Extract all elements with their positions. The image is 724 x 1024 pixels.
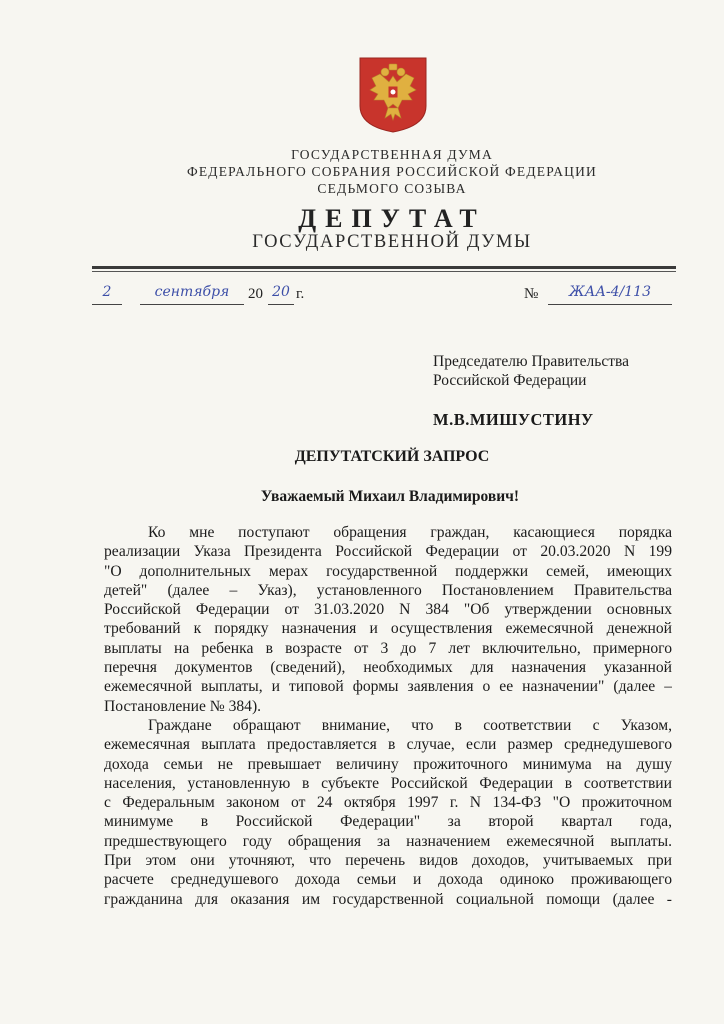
addressee-line-1: Председателю Правительства — [433, 353, 629, 370]
body-line: требований к порядку назначения и осуществления ежемесячной денежной — [104, 620, 672, 638]
body-line: Постановление № 384). — [104, 697, 262, 715]
date-month-field — [140, 284, 244, 305]
document-title: ДЕПУТАТСКИЙ ЗАПРОС — [294, 448, 490, 465]
header-divider-thick — [92, 266, 676, 269]
date-day-field — [92, 284, 122, 305]
date-year-value: 20 — [272, 284, 290, 300]
body-line: При этом они уточняют, что перечень видов доходов, учитываемых при — [104, 852, 672, 870]
body-line: Российской Федерации от 31.03.2020 N 384 "Об утверждении основных — [104, 601, 672, 619]
body-line: Ко мне поступают обращения граждан, касающиеся порядка — [148, 524, 672, 541]
body-line: гражданина для оказания им государственной социальной помощи (далее - — [104, 890, 672, 908]
body-line: с Федеральным законом от 24 октября 1997 г. N 134-ФЗ "О прожиточном — [104, 794, 672, 812]
body-line: выплаты на ребенка в возрасте от 3 до 7 лет включительно, примерного — [104, 639, 672, 657]
body-line: детей" (далее – Указ), установленного Постановлением Правительства — [104, 581, 672, 599]
date-year-field — [268, 284, 294, 305]
date-year-prefix: 20 — [248, 286, 263, 302]
body-line: предшествующего году обращения за назначением ежемесячной выплаты. — [104, 832, 672, 850]
body-line: перечня документов (сведений), необходимых для назначения указанной — [104, 659, 672, 677]
russian-coat-of-arms-icon — [358, 56, 428, 134]
body-line: ежемесячной выплаты, и типовой формы заявления о ее назначении" (далее – — [104, 678, 672, 696]
body-line: реализации Указа Президента Российской Федерации от 20.03.2020 N 199 — [104, 543, 672, 561]
body-line: расчете среднедушевого дохода семьи и дохода одиноко проживающего — [104, 871, 672, 889]
addressee-name: М.В.МИШУСТИНУ — [433, 410, 594, 429]
date-year-suffix: г. — [296, 286, 305, 302]
body-line: дохода семьи не превышает величину прожиточного минимума на душу — [104, 755, 672, 773]
date-month-value: сентября — [154, 284, 230, 300]
letter-body — [104, 523, 672, 909]
body-line: Граждане обращают внимание, что в соответствии с Указом, — [148, 716, 672, 734]
org-name-line-2: ФЕДЕРАЛЬНОГО СОБРАНИЯ РОССИЙСКОЙ ФЕДЕРАЦИИ — [187, 164, 597, 179]
letterhead-subtitle: ГОСУДАРСТВЕННОЙ ДУМЫ — [252, 232, 532, 252]
addressee-block — [433, 352, 629, 390]
letterhead-title: ДЕПУТАТ — [298, 204, 486, 233]
org-name-line-3: СЕДЬМОГО СОЗЫВА — [317, 181, 467, 196]
body-line: минимуме в Российской Федерации" за второй квартал года, — [104, 813, 672, 831]
body-line: ежемесячная выплата предоставляется в случае, если размер среднедушевого — [104, 736, 672, 754]
greeting: Уважаемый Михаил Владимирович! — [260, 488, 520, 505]
document-number-field — [548, 284, 672, 305]
header-divider-thin — [92, 271, 676, 272]
body-line: населения, установленную в субъекте Российской Федерации в соответствии — [104, 774, 672, 792]
body-line: "О дополнительных мерах государственной поддержки семей, имеющих — [104, 562, 672, 580]
org-name-line-1: ГОСУДАРСТВЕННАЯ ДУМА — [291, 147, 493, 162]
document-number-label: № — [524, 286, 539, 302]
document-number-value: ЖАА-4/113 — [568, 284, 651, 300]
dateline — [92, 284, 682, 310]
date-day-value: 2 — [102, 284, 112, 300]
addressee-line-2: Российской Федерации — [433, 372, 587, 389]
